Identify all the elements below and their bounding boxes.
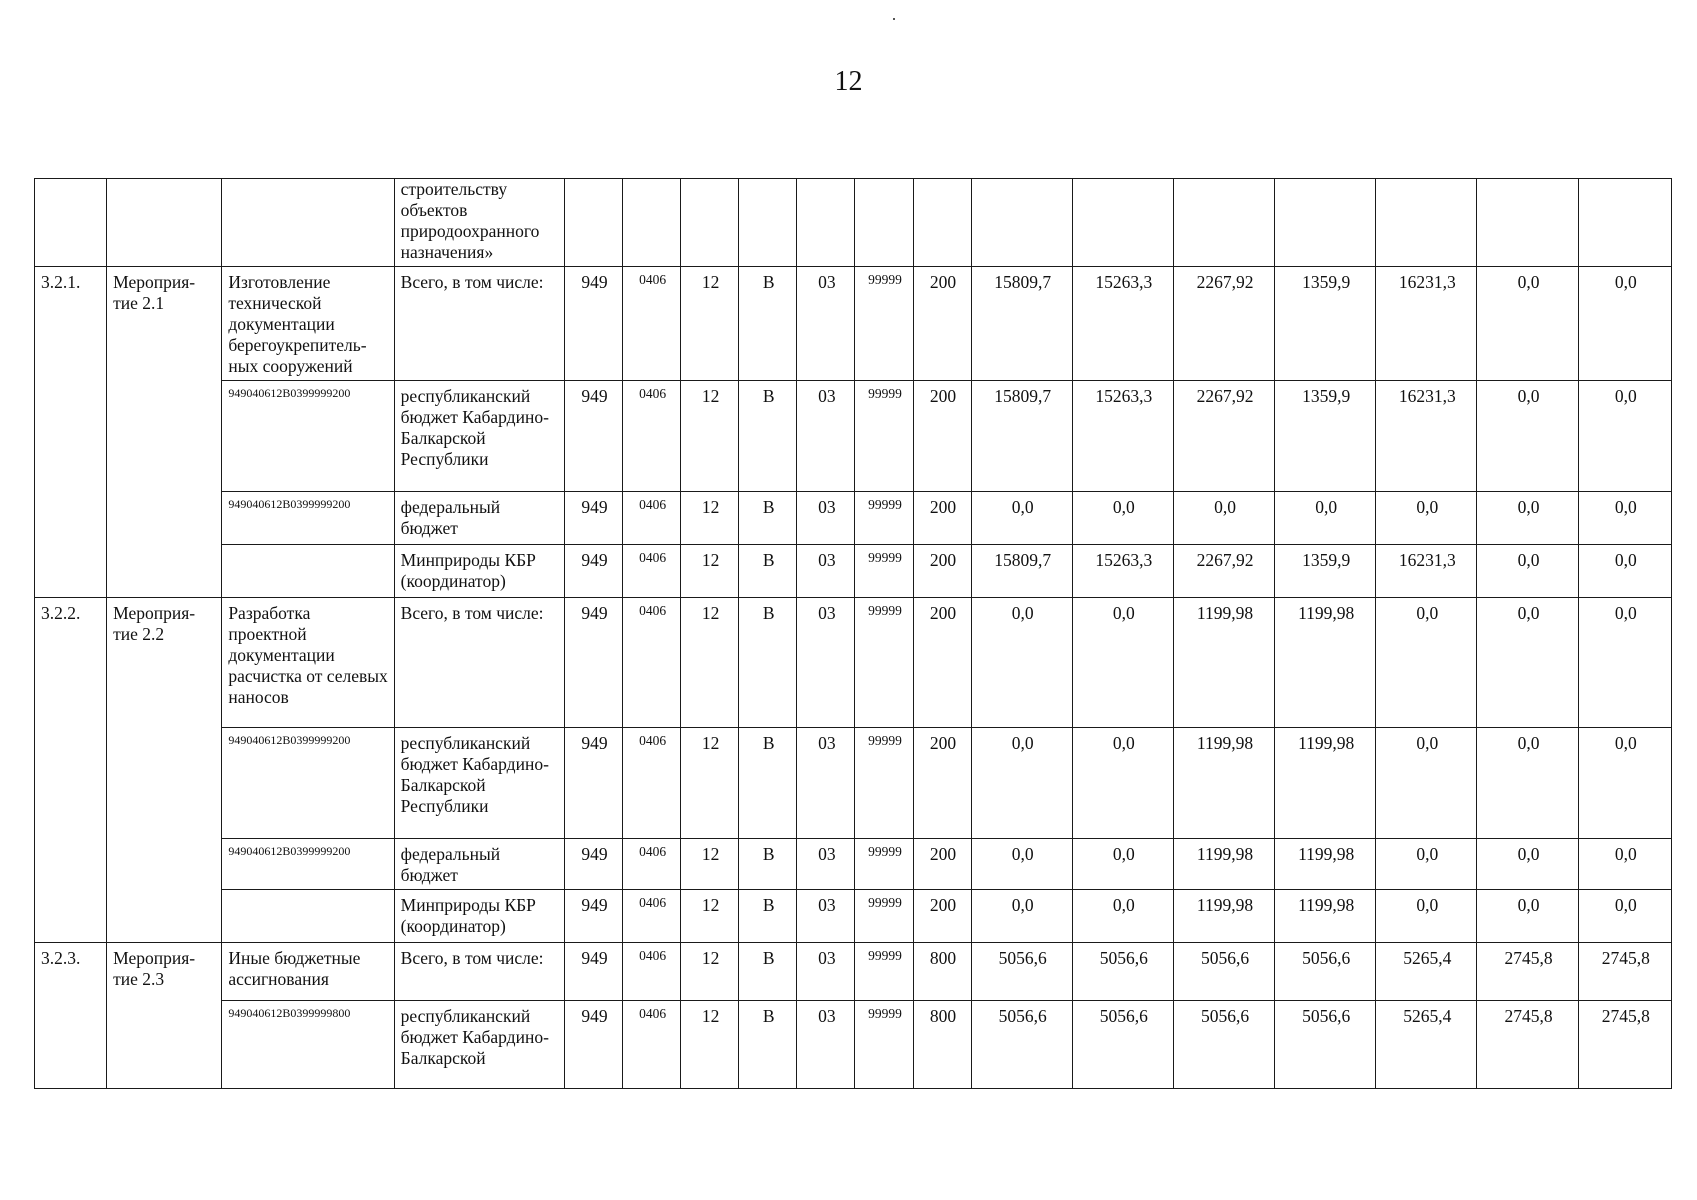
cell-k3: 12 [681, 839, 739, 890]
cell-k1: 949 [564, 598, 622, 728]
cell-v5: 16231,3 [1376, 545, 1477, 598]
cell-name: Изготовление технической документации берегоукрепитель-ных сооружений [222, 267, 394, 381]
cell-v4: 5056,6 [1275, 1001, 1376, 1089]
cell-k4: В [739, 943, 797, 1001]
cell-k3: 12 [681, 1001, 739, 1089]
cell-num: 3.2.1. [35, 267, 107, 598]
table-row [35, 492, 1672, 545]
cell-v1 [971, 179, 1072, 267]
cell-v3: 0,0 [1173, 492, 1274, 545]
cell-v2: 15263,3 [1072, 381, 1173, 492]
cell-v3: 5056,6 [1173, 943, 1274, 1001]
cell-v3: 1199,98 [1173, 839, 1274, 890]
cell-v6: 0,0 [1477, 728, 1578, 839]
cell-k2: 0406 [623, 545, 681, 598]
cell-k5 [797, 179, 855, 267]
cell-v5 [1376, 179, 1477, 267]
cell-k6: 99999 [855, 381, 913, 492]
cell-k5: 03 [797, 267, 855, 381]
cell-k3: 12 [681, 381, 739, 492]
cell-k6: 99999 [855, 890, 913, 943]
cell-k3: 12 [681, 728, 739, 839]
cell-v2: 0,0 [1072, 890, 1173, 943]
cell-k2: 0406 [623, 728, 681, 839]
cell-v4 [1275, 179, 1376, 267]
table-row [35, 728, 1672, 839]
cell-code: 949040612В0399999200 [222, 381, 394, 492]
cell-k4: В [739, 1001, 797, 1089]
cell-v7: 2745,8 [1578, 1001, 1671, 1089]
cell-v7: 0,0 [1578, 545, 1671, 598]
cell-v4: 1199,98 [1275, 890, 1376, 943]
cell-k5: 03 [797, 728, 855, 839]
cell-v1: 0,0 [971, 728, 1072, 839]
table-row [35, 839, 1672, 890]
cell-k5: 03 [797, 492, 855, 545]
cell-v4: 5056,6 [1275, 943, 1376, 1001]
table-row [35, 598, 1672, 728]
cell-v5: 16231,3 [1376, 267, 1477, 381]
cell-v2: 15263,3 [1072, 545, 1173, 598]
cell-k5: 03 [797, 943, 855, 1001]
cell-k2: 0406 [623, 492, 681, 545]
table-row [35, 381, 1672, 492]
cell-k1: 949 [564, 1001, 622, 1089]
cell-v7: 0,0 [1578, 492, 1671, 545]
cell-v1: 0,0 [971, 598, 1072, 728]
cell-code: 949040612В0399999200 [222, 728, 394, 839]
cell-k1 [564, 179, 622, 267]
cell-k4 [739, 179, 797, 267]
cell-k5: 03 [797, 598, 855, 728]
cell-k3: 12 [681, 267, 739, 381]
cell-source: Минприроды КБР (координатор) [394, 545, 564, 598]
cell-v6: 0,0 [1477, 381, 1578, 492]
cell-k5: 03 [797, 381, 855, 492]
cell-k2: 0406 [623, 598, 681, 728]
cell-v1: 0,0 [971, 839, 1072, 890]
scan-speck [893, 18, 895, 20]
cell-v3: 2267,92 [1173, 381, 1274, 492]
cell-k2: 0406 [623, 381, 681, 492]
cell-k2: 0406 [623, 839, 681, 890]
cell-k3: 12 [681, 890, 739, 943]
cell-v5: 0,0 [1376, 492, 1477, 545]
cell-name [222, 545, 394, 598]
cell-k3: 12 [681, 943, 739, 1001]
cell-v2: 5056,6 [1072, 1001, 1173, 1089]
cell-k7: 200 [913, 267, 971, 381]
cell-v3: 2267,92 [1173, 545, 1274, 598]
cell-k4: В [739, 598, 797, 728]
cell-v7: 2745,8 [1578, 943, 1671, 1001]
cell-v4: 1359,9 [1275, 267, 1376, 381]
cell-source: федеральный бюджет [394, 839, 564, 890]
cell-v1: 5056,6 [971, 1001, 1072, 1089]
cell-k6: 99999 [855, 545, 913, 598]
cell-k4: В [739, 381, 797, 492]
cell-source: Всего, в том числе: [394, 267, 564, 381]
table-row [35, 267, 1672, 381]
cell-v7: 0,0 [1578, 728, 1671, 839]
cell-v4: 0,0 [1275, 492, 1376, 545]
cell-v3 [1173, 179, 1274, 267]
cell-v7: 0,0 [1578, 381, 1671, 492]
cell-v6: 0,0 [1477, 890, 1578, 943]
cell-name: Разработка проектной документации расчистка от селевых наносов [222, 598, 394, 728]
table-body [35, 179, 1672, 1089]
cell-k7: 200 [913, 890, 971, 943]
cell-v3: 5056,6 [1173, 1001, 1274, 1089]
budget-table [34, 178, 1672, 1089]
cell-source: Всего, в том числе: [394, 598, 564, 728]
cell-k1: 949 [564, 839, 622, 890]
cell-v2: 15263,3 [1072, 267, 1173, 381]
cell-v1: 0,0 [971, 890, 1072, 943]
cell-k2: 0406 [623, 943, 681, 1001]
cell-k5: 03 [797, 545, 855, 598]
cell-k6: 99999 [855, 943, 913, 1001]
cell-k6 [855, 179, 913, 267]
cell-k7: 200 [913, 598, 971, 728]
cell-v2: 5056,6 [1072, 943, 1173, 1001]
cell-k2: 0406 [623, 267, 681, 381]
cell-v5: 0,0 [1376, 728, 1477, 839]
cell-k1: 949 [564, 943, 622, 1001]
cell-num: 3.2.2. [35, 598, 107, 943]
cell-v6: 0,0 [1477, 839, 1578, 890]
cell-v6 [1477, 179, 1578, 267]
cell-v3: 1199,98 [1173, 728, 1274, 839]
cell-v7: 0,0 [1578, 839, 1671, 890]
cell-k5: 03 [797, 890, 855, 943]
cell-v3: 1199,98 [1173, 598, 1274, 728]
table-row [35, 545, 1672, 598]
cell-k1: 949 [564, 728, 622, 839]
cell-v2 [1072, 179, 1173, 267]
cell-num [35, 179, 107, 267]
cell-k3: 12 [681, 545, 739, 598]
cell-k4: В [739, 839, 797, 890]
cell-k5: 03 [797, 1001, 855, 1089]
cell-v3: 1199,98 [1173, 890, 1274, 943]
cell-k2 [623, 179, 681, 267]
cell-v4: 1199,98 [1275, 598, 1376, 728]
cell-k6: 99999 [855, 1001, 913, 1089]
cell-k7: 200 [913, 545, 971, 598]
cell-v5: 0,0 [1376, 890, 1477, 943]
cell-v6: 2745,8 [1477, 943, 1578, 1001]
cell-k1: 949 [564, 890, 622, 943]
cell-v3: 2267,92 [1173, 267, 1274, 381]
cell-source: республиканский бюджет Кабардино-Балкарской Республики [394, 381, 564, 492]
cell-v7 [1578, 179, 1671, 267]
cell-event [107, 179, 222, 267]
cell-v6: 0,0 [1477, 545, 1578, 598]
cell-k7 [913, 179, 971, 267]
cell-v1: 15809,7 [971, 381, 1072, 492]
cell-name: Иные бюджетные ассигнования [222, 943, 394, 1001]
cell-code: 949040612В0399999200 [222, 839, 394, 890]
cell-v7: 0,0 [1578, 267, 1671, 381]
cell-k1: 949 [564, 381, 622, 492]
cell-v5: 5265,4 [1376, 943, 1477, 1001]
cell-name [222, 179, 394, 267]
cell-v2: 0,0 [1072, 839, 1173, 890]
cell-source: строительству объектов природоохранного назначения» [394, 179, 564, 267]
cell-v6: 0,0 [1477, 267, 1578, 381]
cell-source: республиканский бюджет Кабардино-Балкарской Республики [394, 728, 564, 839]
cell-k1: 949 [564, 267, 622, 381]
cell-code: 949040612В0399999200 [222, 492, 394, 545]
cell-k2: 0406 [623, 1001, 681, 1089]
cell-k3: 12 [681, 492, 739, 545]
cell-name [222, 890, 394, 943]
cell-v1: 15809,7 [971, 545, 1072, 598]
cell-k7: 200 [913, 728, 971, 839]
cell-v1: 5056,6 [971, 943, 1072, 1001]
cell-v4: 1199,98 [1275, 839, 1376, 890]
cell-v4: 1199,98 [1275, 728, 1376, 839]
cell-v6: 0,0 [1477, 492, 1578, 545]
cell-k6: 99999 [855, 267, 913, 381]
cell-k7: 200 [913, 492, 971, 545]
cell-source: федеральный бюджет [394, 492, 564, 545]
cell-v2: 0,0 [1072, 492, 1173, 545]
cell-k7: 800 [913, 1001, 971, 1089]
cell-num: 3.2.3. [35, 943, 107, 1089]
cell-k6: 99999 [855, 492, 913, 545]
cell-k7: 200 [913, 381, 971, 492]
cell-k6: 99999 [855, 728, 913, 839]
table-row [35, 1001, 1672, 1089]
cell-source: республиканский бюджет Кабардино-Балкарской [394, 1001, 564, 1089]
cell-event: Мероприя-тие 2.2 [107, 598, 222, 943]
cell-k6: 99999 [855, 839, 913, 890]
table-row [35, 890, 1672, 943]
cell-k4: В [739, 492, 797, 545]
page-number: 12 [834, 66, 863, 97]
cell-v2: 0,0 [1072, 728, 1173, 839]
cell-v4: 1359,9 [1275, 381, 1376, 492]
cell-v5: 16231,3 [1376, 381, 1477, 492]
cell-source: Всего, в том числе: [394, 943, 564, 1001]
cell-k4: В [739, 545, 797, 598]
cell-source: Минприроды КБР (координатор) [394, 890, 564, 943]
cell-v1: 15809,7 [971, 267, 1072, 381]
cell-code: 949040612В0399999800 [222, 1001, 394, 1089]
cell-v7: 0,0 [1578, 598, 1671, 728]
cell-k4: В [739, 267, 797, 381]
cell-k3: 12 [681, 598, 739, 728]
cell-v5: 5265,4 [1376, 1001, 1477, 1089]
cell-v6: 0,0 [1477, 598, 1578, 728]
cell-k6: 99999 [855, 598, 913, 728]
cell-v2: 0,0 [1072, 598, 1173, 728]
cell-v5: 0,0 [1376, 598, 1477, 728]
cell-k4: В [739, 728, 797, 839]
table-row-continuation [35, 179, 1672, 267]
cell-v5: 0,0 [1376, 839, 1477, 890]
table-row [35, 943, 1672, 1001]
cell-v4: 1359,9 [1275, 545, 1376, 598]
cell-v6: 2745,8 [1477, 1001, 1578, 1089]
cell-k7: 800 [913, 943, 971, 1001]
cell-k7: 200 [913, 839, 971, 890]
cell-v1: 0,0 [971, 492, 1072, 545]
cell-k3 [681, 179, 739, 267]
cell-event: Мероприя-тие 2.1 [107, 267, 222, 598]
cell-k2: 0406 [623, 890, 681, 943]
cell-event: Мероприя-тие 2.3 [107, 943, 222, 1089]
cell-v7: 0,0 [1578, 890, 1671, 943]
cell-k5: 03 [797, 839, 855, 890]
cell-k4: В [739, 890, 797, 943]
cell-k1: 949 [564, 492, 622, 545]
cell-k1: 949 [564, 545, 622, 598]
